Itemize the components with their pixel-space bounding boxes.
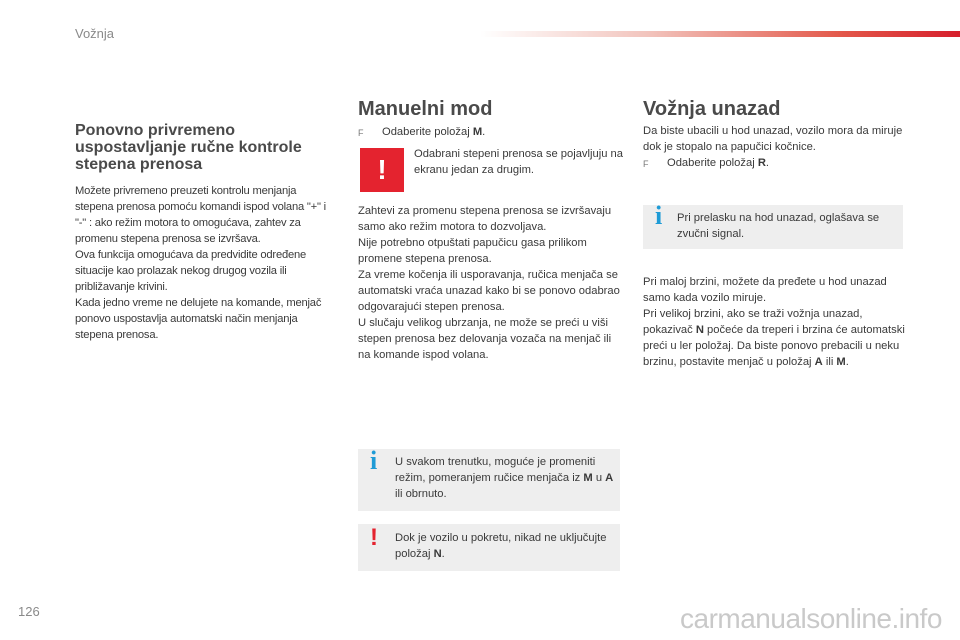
section-heading-manual-mode: Manuelni mod (358, 98, 493, 120)
gear-display-note-text: Odabrani stepeni prenosa se pojavljuju na ekranu jedan za drugim. (414, 148, 623, 176)
middle-body (358, 203, 620, 363)
info-box-mode-change: i U svakom trenutku, moguće je promeniti režim, pomeranjem ručice menjača iz M u A ili obrnuto. (358, 449, 620, 511)
gear-display-note (414, 146, 624, 178)
bullet-select-r: F Odaberite položaj R. (643, 155, 905, 172)
bullet-text: Odaberite položaj (382, 126, 473, 138)
info-box-reverse-text: Pri prelasku na hod unazad, oglašava se zvučni signal. (677, 212, 880, 240)
bullet-select-m: F Odaberite položaj M. (358, 124, 620, 141)
right-body (643, 274, 905, 370)
right-paragraph-2: Pri velikoj brzini, ako se traži vožnja unazad, pokazivač N počeće da treperi i brzina će automatski preći u ler položaj. Da biste ponovo prebacili u neku brzinu, postavite menjač u položaj A ili M. (643, 308, 905, 368)
middle-paragraph-2: Nije potrebno otpuštati papučicu gasa prilikom promene stepena prenosa. (358, 237, 587, 265)
left-paragraph-3: Kada jedno vreme ne delujete na komande, menjač ponovo uspostavlja automatski način menjanja stepena prenosa. (75, 297, 322, 341)
reverse-intro: Da biste ubacili u hod unazad, vozilo mora da miruje dok je stopalo na papučici kočnice. (643, 125, 903, 153)
running-header: Vožnja (75, 26, 115, 41)
info-box-reverse-signal (643, 201, 903, 249)
gear-position-m: M (472, 126, 483, 138)
middle-column (358, 98, 620, 141)
section-heading-manual-control: Ponovno privremeno uspostavljanje ručne kontrole stepena prenosa (75, 122, 302, 173)
right-paragraph-1: Pri maloj brzini, možete da pređete u hod unazad samo kada vozilo miruje. (643, 276, 887, 304)
warning-icon: ! (370, 524, 378, 551)
info-icon: i (370, 446, 378, 475)
watermark: carmanualsonline.info (680, 603, 942, 634)
gear-position-r: R (757, 157, 766, 169)
info-icon: i (655, 201, 663, 230)
left-paragraph-2: Ova funkcija omogućava da predvidite određene situacije kao prolazak nekog drugog vozila ili približavanje krivini. (75, 249, 307, 293)
bullet-icon: F (643, 159, 649, 169)
left-column (75, 122, 330, 343)
warning-box-neutral: ! Dok je vozilo u pokretu, nikad ne uključujte položaj N. (358, 524, 620, 571)
header-accent-bar (480, 31, 960, 37)
page-number: 126 (18, 604, 40, 619)
right-column (643, 98, 905, 172)
middle-paragraph-1: Zahtevi za promenu stepena prenosa se izvršavaju samo ako režim motora to dozvoljava. (358, 205, 612, 233)
middle-paragraph-4: U slučaju velikog ubrzanja, ne može se preći u viši stepen prenosa bez delovanja vozača na menjač ili na komande ispod volana. (358, 317, 612, 361)
bullet-icon: F (358, 128, 364, 138)
middle-paragraph-3: Za vreme kočenja ili usporavanja, ručica menjača se automatski vraća unazad kako bi se ponovo odabrao odgovarajući stepen prenosa. (358, 269, 620, 313)
warning-square-icon: ! (360, 148, 404, 192)
section-heading-reverse: Vožnja unazad (643, 98, 781, 120)
left-paragraph-1: Možete privremeno preuzeti kontrolu menjanja stepena prenosa pomoću komandi ispod volana "+" i "-" : ako režim motora to omogućava, zahtev za promenu stepena prenosa se izvršava. (75, 185, 326, 245)
